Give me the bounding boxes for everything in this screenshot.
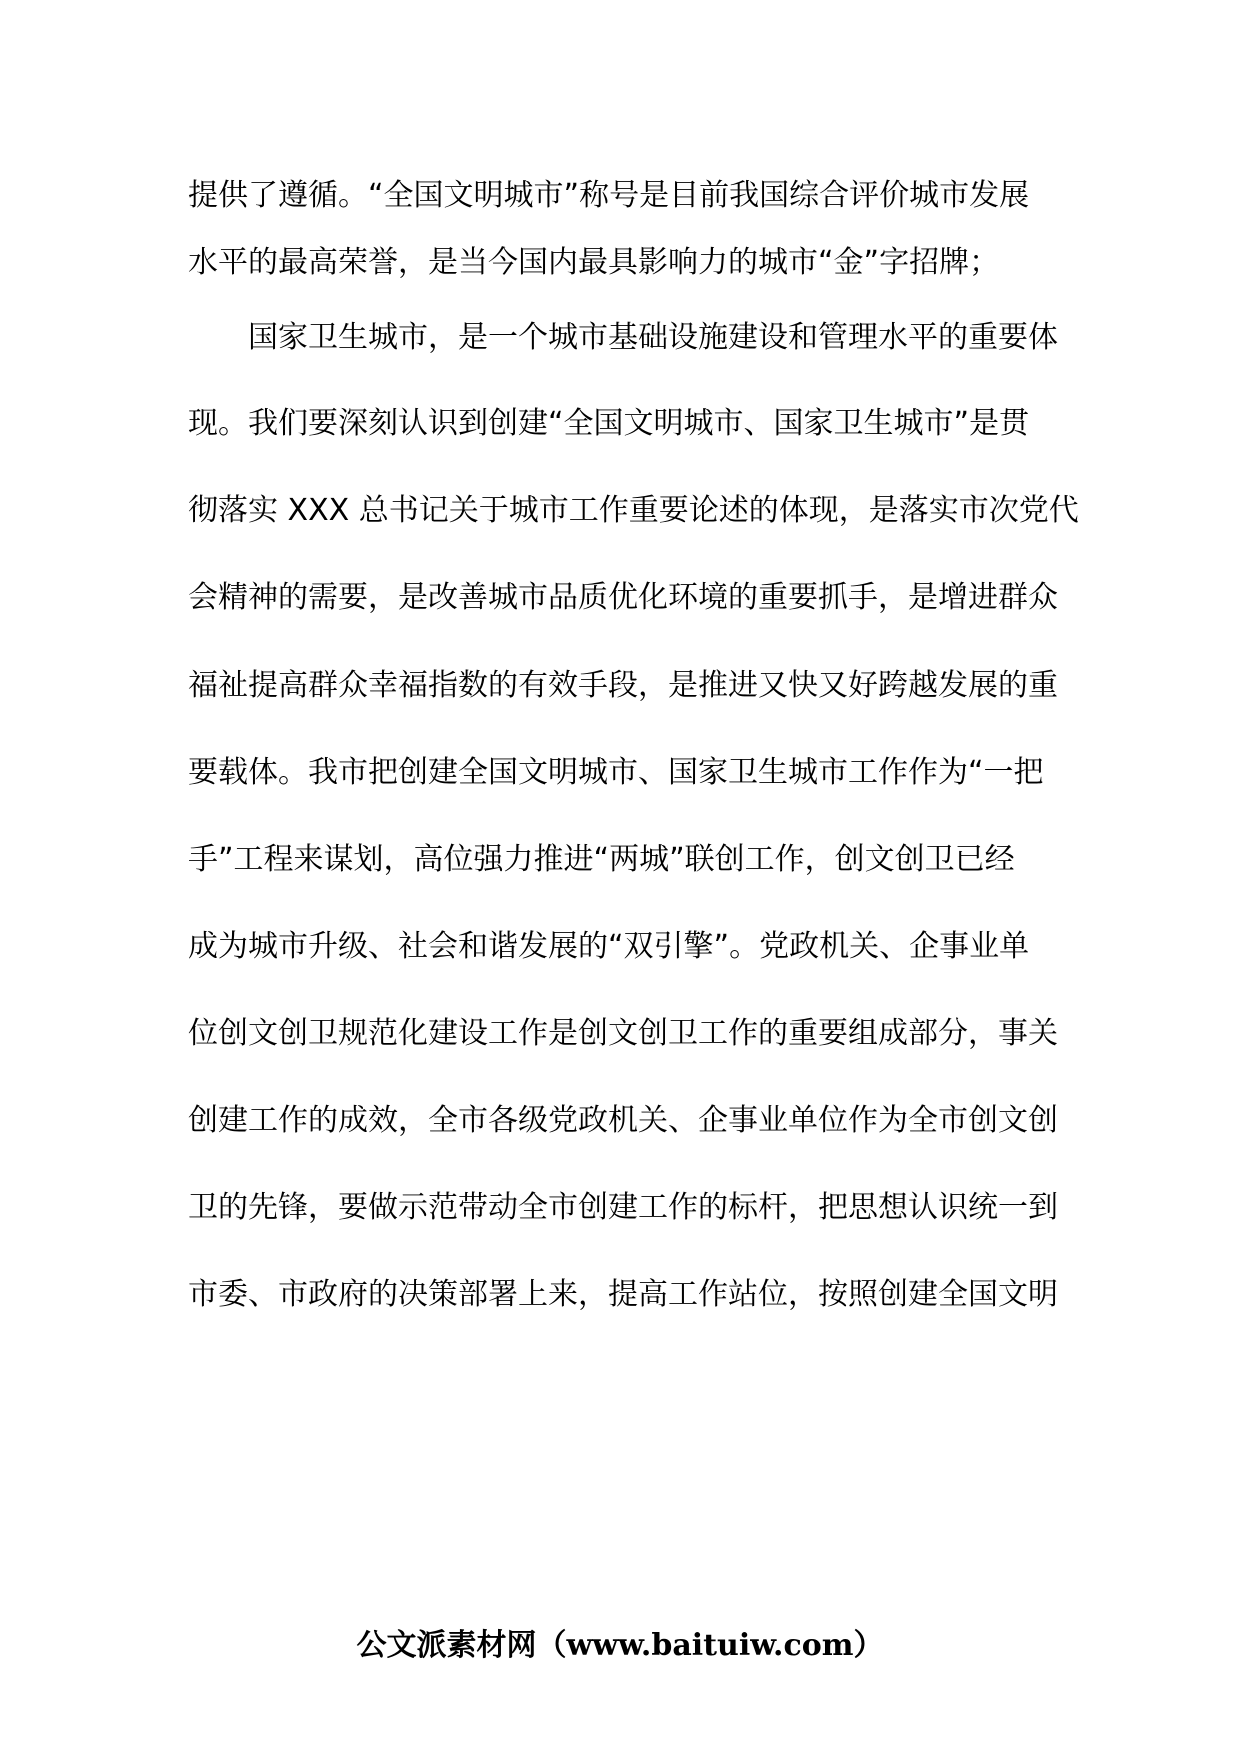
- body-line-4: 现。我们要深刻认识到创建“全国文明城市、国家卫生城市”是贯: [188, 406, 1030, 441]
- body-line-7: 福祉提高群众幸福指数的有效手段，是推进又快又好跨越发展的重: [188, 668, 1058, 703]
- body-line-11: 位创文创卫规范化建设工作是创文创卫工作的重要组成部分，事关: [188, 1016, 1058, 1051]
- body-line-9: 手”工程来谋划，高位强力推进“两城”联创工作，创文创卫已经: [188, 842, 1015, 877]
- body-line-10: 成为城市升级、社会和谐发展的“双引擎”。党政机关、企事业单: [188, 929, 1030, 964]
- body-line-6: 会精神的需要，是改善城市品质优化环境的重要抓手，是增进群众: [188, 580, 1058, 615]
- body-line-2: 水平的最高荣誉，是当今国内最具影响力的城市“金”字招牌；: [188, 245, 1000, 280]
- paragraph-start-line: 国家卫生城市，是一个城市基础设施建设和管理水平的重要体: [248, 320, 1058, 355]
- body-line-14: 市委、市政府的决策部署上来，提高工作站位，按照创建全国文明: [188, 1277, 1058, 1312]
- body-line-8: 要载体。我市把创建全国文明城市、国家卫生城市工作作为“一把: [188, 755, 1044, 790]
- body-line-1: 提供了遵循。“全国文明城市”称号是目前我国综合评价城市发展: [188, 178, 1030, 213]
- body-line-12: 创建工作的成效，全市各级党政机关、企事业单位作为全市创文创: [188, 1103, 1058, 1138]
- body-line-13: 卫的先锋，要做示范带动全市创建工作的标杆，把思想认识统一到: [188, 1190, 1058, 1225]
- body-line-5: 彻落实 XXX 总书记关于城市工作重要论述的体现，是落实市次党代: [188, 493, 1079, 528]
- footer-watermark: 公文派素材网（www.baituiw.com）: [356, 1628, 884, 1663]
